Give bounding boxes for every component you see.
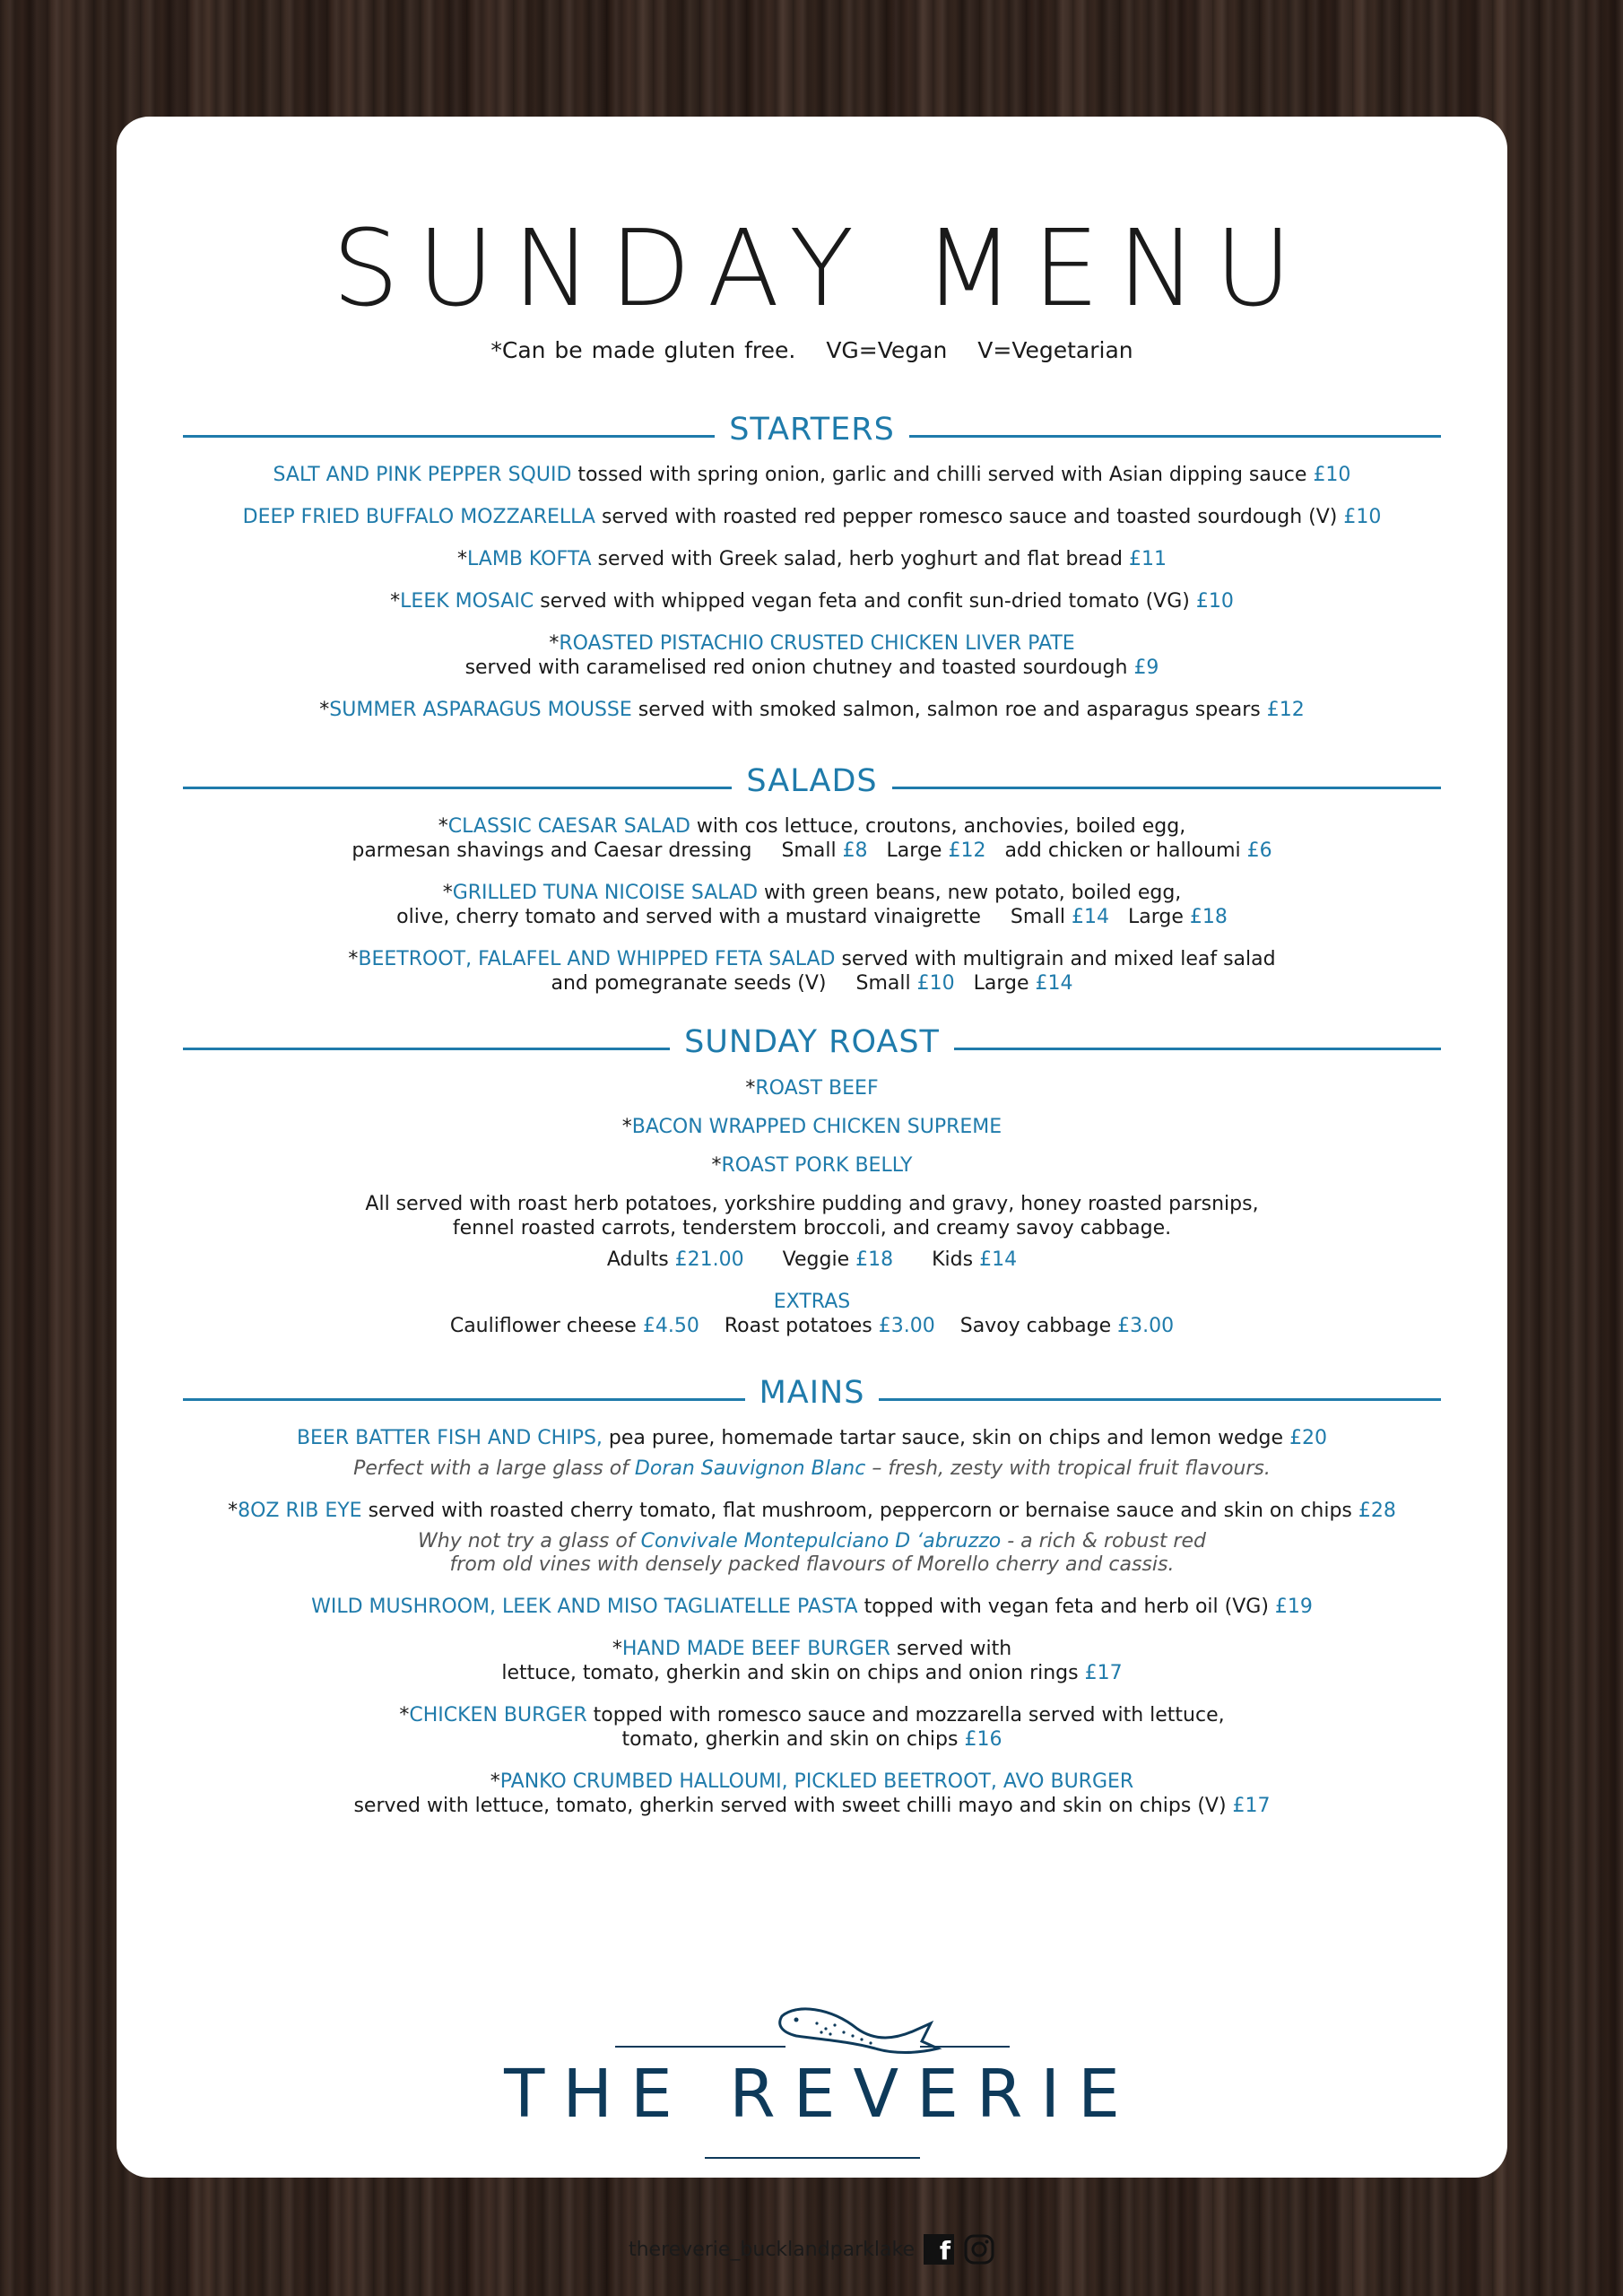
page-title: SUNDAY MENU — [332, 206, 1310, 330]
item-description: served with caramelised red onion chutney and toasted sourdough — [464, 657, 1134, 679]
item-description: served with roasted red pepper romesco sauce and toasted sourdough (V) — [595, 506, 1344, 528]
item-name: BACON WRAPPED CHICKEN SUPREME — [631, 1116, 1002, 1138]
section-header-mains — [183, 1370, 1441, 1415]
section-title-mains: MAINS — [759, 1375, 865, 1411]
item-name: 8OZ RIB EYE — [238, 1500, 362, 1522]
divider — [183, 1398, 745, 1401]
roast-list — [183, 1076, 1441, 1356]
menu-item: *CHICKEN BURGER topped with romesco sauce and mozzarella served with lettuce, tomato, gherkin and skin on chips £16 — [399, 1704, 1225, 1751]
menu-item — [183, 463, 1441, 487]
menu-item: *BACON WRAPPED CHICKEN SUPREME — [621, 1116, 1002, 1138]
menu-card — [117, 117, 1507, 2266]
menu-item: *PANKO CRUMBED HALLOUMI, PICKLED BEETROOT, AVO BURGER served with lettuce, tomato, gherkin served with sweet chilli mayo and skin on chips (V) £17 — [353, 1770, 1271, 1817]
facebook-icon[interactable]: f — [924, 2234, 954, 2265]
price-veggie: £18 — [855, 1248, 894, 1271]
price-kids: £14 — [979, 1248, 1018, 1271]
item-name: LEEK MOSAIC — [400, 590, 534, 613]
item-price: £17 — [1084, 1662, 1123, 1684]
item-name: PANKO CRUMBED HALLOUMI, PICKLED BEETROOT, AVO BURGER — [499, 1770, 1134, 1793]
item-price: £17 — [1232, 1795, 1271, 1817]
menu-item: *ROAST BEEF — [745, 1077, 879, 1100]
brand-name: THE REVERIE — [504, 2056, 1138, 2133]
item-name: BEETROOT, FALAFEL AND WHIPPED FETA SALAD — [358, 948, 836, 970]
legend-vegan: VG=Vegan — [826, 337, 948, 363]
item-price: £16 — [964, 1728, 1002, 1751]
item-price-large: £18 — [1189, 906, 1228, 928]
item-price: £19 — [1274, 1596, 1313, 1618]
divider — [909, 435, 1441, 438]
section-title-roast: SUNDAY ROAST — [684, 1024, 940, 1060]
divider — [183, 1048, 670, 1050]
legend-gluten-free: *Can be made gluten free. — [490, 337, 796, 363]
item-name: ROASTED PISTACHIO CRUSTED CHICKEN LIVER PATE — [559, 632, 1075, 655]
wine-pairing-note: Perfect with a large glass of Doran Sauvignon Blanc – fresh, zesty with tropical fruit flavours. — [353, 1457, 1271, 1480]
mains-list — [183, 1426, 1441, 1836]
item-price: £28 — [1358, 1500, 1396, 1522]
roast-description: All served with roast herb potatoes, yorkshire pudding and gravy, honey roasted parsnips, fennel roasted carrots, tenderstem broccoli, and creamy savoy cabbage. — [365, 1193, 1259, 1239]
menu-item: *ROAST PORK BELLY — [711, 1154, 913, 1177]
menu-item: *LAMB KOFTA served with Greek salad, herb yoghurt and flat bread £11 — [457, 548, 1167, 570]
item-price-small: £14 — [1071, 906, 1109, 928]
starters-list — [183, 463, 1441, 740]
divider — [183, 787, 732, 789]
section-title-starters: STARTERS — [729, 412, 895, 448]
extras: EXTRAS Cauliflower cheese £4.50 Roast potatoes £3.00 Savoy cabbage £3.00 — [449, 1291, 1175, 1337]
item-name: BEER BATTER FISH AND CHIPS, — [296, 1427, 603, 1449]
item-name: ROAST BEEF — [755, 1077, 879, 1100]
menu-item: *HAND MADE BEEF BURGER served with lettuce, tomato, gherkin and skin on chips and onion rings £17 — [501, 1638, 1123, 1684]
salads-list — [183, 814, 1441, 1013]
item-price: £10 — [1195, 590, 1234, 613]
section-header-roast — [183, 1020, 1441, 1065]
item-price-small: £8 — [842, 839, 868, 862]
menu-item: *LEEK MOSAIC served with whipped vegan feta and confit sun-dried tomato (VG) £10 — [390, 590, 1234, 613]
roast-prices: Adults £21.00 Veggie £18 Kids £14 — [606, 1248, 1018, 1271]
item-description: served with smoked salmon, salmon roe and asparagus spears — [631, 699, 1267, 721]
item-price: £10 — [1313, 464, 1351, 486]
divider — [892, 787, 1441, 789]
item-description: served with whipped vegan feta and confit sun-dried tomato (VG) — [534, 590, 1196, 613]
item-description: tossed with spring onion, garlic and chilli served with Asian dipping sauce — [571, 464, 1314, 486]
social-handle: thereverie_bucklandparklake — [628, 2238, 915, 2261]
item-name: CLASSIC CAESAR SALAD — [447, 815, 690, 838]
item-name: HAND MADE BEEF BURGER — [621, 1638, 890, 1660]
item-price-small: £10 — [916, 972, 955, 995]
menu-item: BEER BATTER FISH AND CHIPS, pea puree, homemade tartar sauce, skin on chips and lemon wedge £20 Perfect with a large glass of Doran Sauvignon Blanc – fresh, zesty with tropical fruit flavours. — [183, 1426, 1441, 1481]
item-name: LAMB KOFTA — [467, 548, 592, 570]
menu-item: *GRILLED TUNA NICOISE SALAD with green beans, new potato, boiled egg, olive, cherry tomato and served with a mustard vinaigrette Small £14 Large £18 — [396, 882, 1228, 928]
extras-title: EXTRAS — [773, 1291, 851, 1313]
menu-item: *SUMMER ASPARAGUS MOUSSE served with smoked salmon, salmon roe and asparagus spears £12 — [319, 699, 1305, 721]
section-header-starters — [183, 407, 1441, 452]
social-links — [117, 2233, 1507, 2266]
legend-vegetarian: V=Vegetarian — [977, 337, 1133, 363]
wine-pairing-note: Why not try a glass of Convivale Montepulciano D ‘abruzzo - a rich & robust red from old vines with densely packed flavours of Morello cherry and cassis. — [418, 1530, 1206, 1576]
item-name: ROAST PORK BELLY — [721, 1154, 913, 1177]
item-price: £10 — [1343, 506, 1382, 528]
divider — [879, 1398, 1441, 1401]
item-description: served with Greek salad, herb yoghurt and flat bread — [591, 548, 1129, 570]
menu-item: *CLASSIC CAESAR SALAD with cos lettuce, croutons, anchovies, boiled egg, parmesan shavings and Caesar dressing Small £8 Large £12 add chicken or halloumi £6 — [352, 815, 1272, 862]
item-name: CHICKEN BURGER — [409, 1704, 587, 1726]
divider — [183, 435, 715, 438]
item-name: SALT AND PINK PEPPER SQUID — [273, 464, 572, 486]
instagram-icon[interactable] — [963, 2233, 995, 2266]
item-price-large: £14 — [1035, 972, 1073, 995]
section-header-salads — [183, 759, 1441, 804]
menu-item: *8OZ RIB EYE served with roasted cherry tomato, flat mushroom, peppercorn or bernaise sauce and skin on chips £28 Why not try a glass of Convivale Montepulciano D ‘abruzzo - a rich & robust red from old vines with densely packed flavours of Morello cherry and cassis. — [183, 1499, 1441, 1577]
item-price-extra: £6 — [1246, 839, 1272, 862]
item-price-large: £12 — [948, 839, 986, 862]
item-price: £11 — [1128, 548, 1167, 570]
menu-item: WILD MUSHROOM, LEEK AND MISO TAGLIATELLE PASTA topped with vegan feta and herb oil (VG) £19 — [311, 1596, 1313, 1618]
menu-item: *BEETROOT, FALAFEL AND WHIPPED FETA SALAD served with multigrain and mixed leaf salad and pomegranate seeds (V) Small £10 Large £14 — [348, 948, 1276, 995]
item-price: £9 — [1133, 657, 1159, 679]
item-name: GRILLED TUNA NICOISE SALAD — [452, 882, 759, 904]
section-title-salads: SALADS — [746, 763, 878, 799]
item-name: DEEP FRIED BUFFALO MOZZARELLA — [242, 506, 595, 528]
item-price: £12 — [1266, 699, 1305, 721]
divider — [954, 1048, 1441, 1050]
menu-item: *ROASTED PISTACHIO CRUSTED CHICKEN LIVER PATE served with caramelised red onion chutney and toasted sourdough £9 — [464, 632, 1159, 679]
menu-item — [183, 505, 1441, 529]
item-name: WILD MUSHROOM, LEEK AND MISO TAGLIATELLE PASTA — [311, 1596, 858, 1618]
item-name: SUMMER ASPARAGUS MOUSSE — [329, 699, 632, 721]
price-adults: £21.00 — [674, 1248, 744, 1271]
item-price: £20 — [1289, 1427, 1328, 1449]
